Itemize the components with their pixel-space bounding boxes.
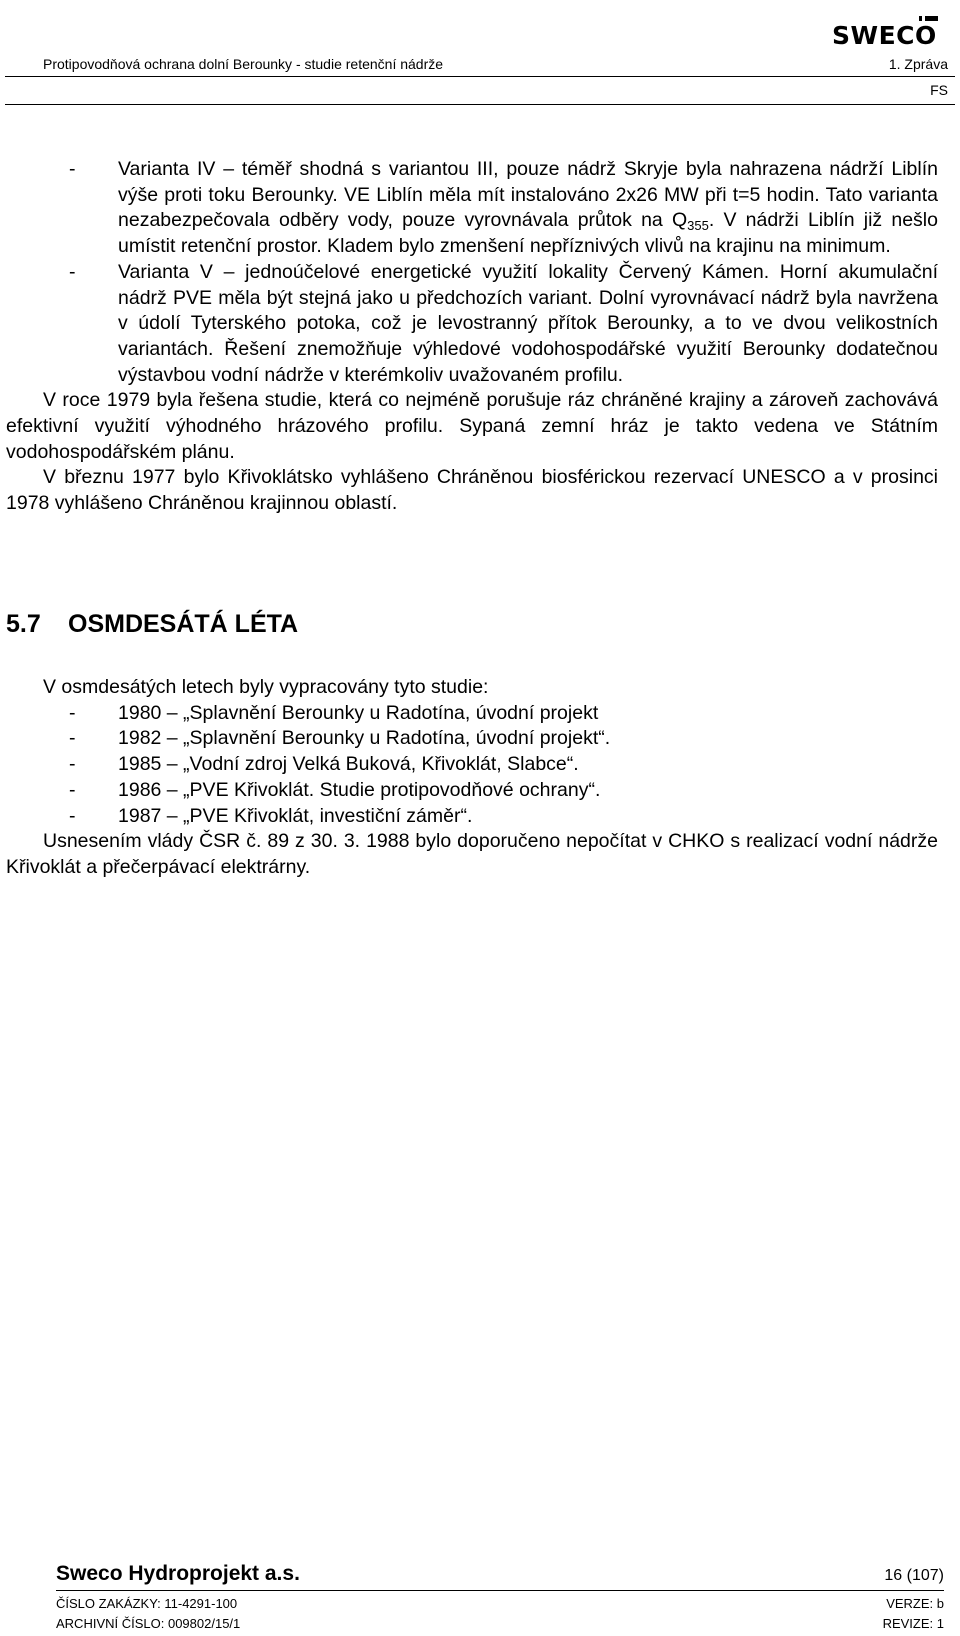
studies-list [0,675,960,881]
logo-text: SWECO [832,21,937,50]
list-item-variant-5 [69,260,938,389]
bullet-dash: - [69,753,76,776]
list-item [69,726,960,752]
section-title: OSMDESÁTÁ LÉTA [68,610,299,638]
study-1980: 1980 – „Splavnění Berounky u Radotína, úvodní projekt [118,701,599,724]
footer-divider [56,1590,944,1591]
variant-5-text: Varianta V – jednoúčelové energetické využití lokality Červený Kámen. Horní akumulační nádrž PVE měla být stejná jako u předchozích variant. Dolní vyrovnávací nádrž byla navržena v údolí Tyterského potoka, což je levostranný přítok Berounky, a to ve dvou velikostních variantách. Řešení znemožňuje výhledové vodohospodářské využití Berounky dodatečnou výstavbou vodní nádrže v kterémkoliv uvažovaném profilu. [118,260,938,386]
list-item [69,804,960,830]
variant-4-text: Varianta IV – téměř shodná s variantou III, pouze nádrž Skryje byla nahrazena nádrží Liblín výše proti toku Berounky. VE Liblín měla mít instalováno 2x26 MW při t=5 hodin. Tato varianta nezabezpečovala odběry vody, pouze vyrovnávala průtok na Q [118,158,938,232]
page-number: 16 (107) [884,1567,944,1584]
header-divider [5,76,955,77]
bullet-dash: - [69,778,76,801]
study-1985: 1985 – „Vodní zdroj Velká Buková, Křivoklát, Slabce“. [118,753,579,776]
list-item-variant-4 [69,157,938,260]
header-divider-bottom [5,104,955,105]
closing-paragraph: Usnesením vlády ČSR č. 89 z 30. 3. 1988 bylo doporučeno nepočítat v CHKO s realizací vodní nádrže Křivoklát a přečerpávací elektrárny. [6,830,938,878]
author-initials: FS [930,82,948,98]
report-label: 1. Zpráva [888,56,948,72]
list-item [69,752,960,778]
revision-label: REVIZE: 1 [882,1616,944,1631]
bullet-dash: - [69,701,76,724]
body-text [0,157,960,517]
paragraph-1979: V roce 1979 byla řešena studie, která co nejméně porušuje ráz chráněné krajiny a zároveň zachovává efektivní využití výhodného hrázového profilu. Sypaná zemní hráz je takto vedena ve Státním vodohospodářském plánu. [6,389,938,463]
subscript-355: 355 [687,218,709,234]
study-1982: 1982 – „Splavnění Berounky u Radotína, úvodní projekt“. [118,727,611,750]
list-item [69,701,960,727]
version-label: VERZE: b [886,1596,944,1611]
study-1986: 1986 – „PVE Křivoklát. Studie protipovodňové ochrany“. [118,778,601,801]
company-name: Sweco Hydroprojekt a.s. [56,1562,300,1585]
bullet-dash: - [69,260,76,283]
studies-intro: V osmdesátých letech byly vypracovány tyto studie: [43,676,489,698]
sweco-logo [832,14,944,48]
document-title: Protipovodňová ochrana dolní Berounky - studie retenční nádrže [43,56,444,72]
bullet-dash: - [69,158,76,180]
variant-4-text-cont: . V nádrži Liblín již nešlo umístit retenční prostor. Kladem bylo zmenšení nepříznivých vlivů na krajinu na minimum. [118,209,938,258]
section-heading [6,609,298,639]
study-1987: 1987 – „PVE Křivoklát, investiční záměr“. [118,804,473,827]
list-item [69,778,960,804]
paragraph-1977: V březnu 1977 bylo Křivoklátsko vyhlášeno Chráněnou biosférickou rezervací UNESCO a v prosinci 1978 vyhlášeno Chráněnou krajinnou oblastí. [6,466,938,515]
archive-number: ARCHIVNÍ ČÍSLO: 009802/15/1 [56,1616,241,1631]
bullet-dash: - [69,727,76,750]
order-number: ČÍSLO ZAKÁZKY: 11-4291-100 [56,1596,238,1611]
section-number: 5.7 [6,610,41,638]
bullet-dash: - [69,804,76,827]
